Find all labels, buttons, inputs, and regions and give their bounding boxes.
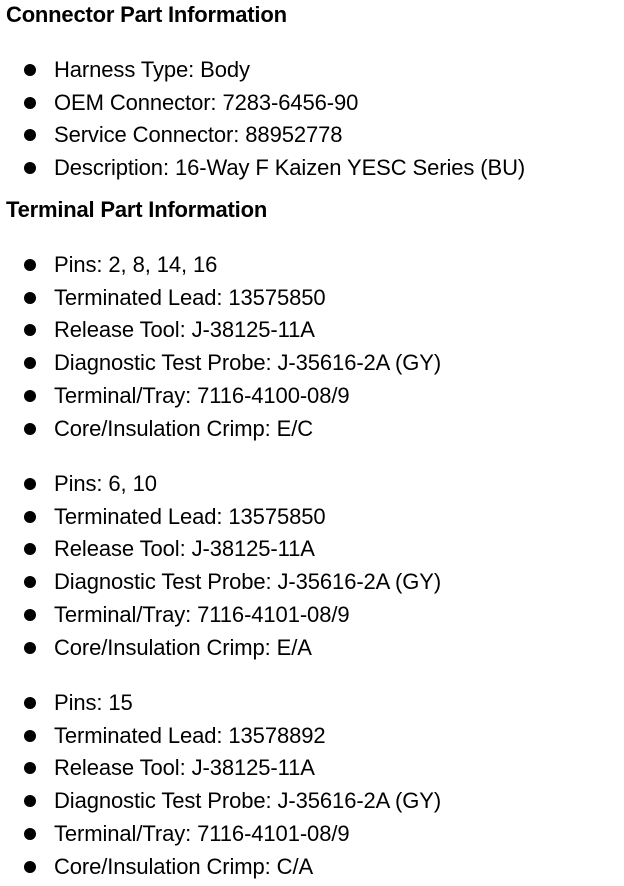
list-item-text: Service Connector: 88952778 [54, 122, 343, 147]
list-item [0, 819, 624, 849]
list-item [0, 381, 624, 411]
bullet-icon [24, 390, 36, 402]
bullet-icon [24, 97, 36, 109]
list-item-text: Terminal/Tray: 7116-4100-08/9 [54, 383, 350, 408]
list-item [0, 786, 624, 816]
list-item-text: Terminated Lead: 13575850 [54, 285, 326, 310]
bullet-icon [24, 357, 36, 369]
list-item [0, 120, 624, 150]
bullet-icon [24, 324, 36, 336]
list-item [0, 534, 624, 564]
list-item [0, 688, 624, 718]
bullet-icon [24, 162, 36, 174]
bullet-icon [24, 576, 36, 588]
terminal-part-heading: Terminal Part Information [6, 197, 268, 222]
bullet-icon [24, 511, 36, 523]
list-item-text: OEM Connector: 7283-6456-90 [54, 90, 359, 115]
bullet-icon [24, 762, 36, 774]
list-item-text: Terminal/Tray: 7116-4101-08/9 [54, 821, 350, 846]
bullet-icon [24, 697, 36, 709]
bullet-icon [24, 478, 36, 490]
list-item [0, 469, 624, 499]
list-item-text: Terminal/Tray: 7116-4101-08/9 [54, 602, 350, 627]
list-item [0, 315, 624, 345]
list-item [0, 600, 624, 630]
list-item [0, 567, 624, 597]
list-item-text: Release Tool: J-38125-11A [54, 317, 315, 342]
bullet-icon [24, 292, 36, 304]
list-item [0, 721, 624, 751]
bullet-icon [24, 795, 36, 807]
list-item-text: Core/Insulation Crimp: C/A [54, 854, 314, 879]
list-item-text: Pins: 15 [54, 690, 133, 715]
list-item-text: Terminated Lead: 13575850 [54, 504, 326, 529]
bullet-icon [24, 64, 36, 76]
list-item [0, 88, 624, 118]
list-item-text: Pins: 2, 8, 14, 16 [54, 252, 218, 277]
list-item-text: Release Tool: J-38125-11A [54, 536, 315, 561]
bullet-icon [24, 861, 36, 873]
list-item-text: Pins: 6, 10 [54, 471, 157, 496]
bullet-icon [24, 828, 36, 840]
list-item-text: Diagnostic Test Probe: J-35616-2A (GY) [54, 788, 442, 813]
bullet-icon [24, 259, 36, 271]
list-item-text: Terminated Lead: 13578892 [54, 723, 326, 748]
list-item [0, 414, 624, 444]
list-item [0, 250, 624, 280]
bullet-icon [24, 609, 36, 621]
list-item [0, 55, 624, 85]
list-item-text: Release Tool: J-38125-11A [54, 755, 315, 780]
bullet-icon [24, 642, 36, 654]
bullet-icon [24, 129, 36, 141]
list-item-text: Diagnostic Test Probe: J-35616-2A (GY) [54, 350, 442, 375]
list-item-text: Diagnostic Test Probe: J-35616-2A (GY) [54, 569, 442, 594]
list-item [0, 348, 624, 378]
list-item [0, 852, 624, 882]
list-item [0, 153, 624, 183]
list-item-text: Core/Insulation Crimp: E/C [54, 416, 314, 441]
bullet-icon [24, 730, 36, 742]
connector-part-heading: Connector Part Information [6, 2, 287, 27]
bullet-icon [24, 423, 36, 435]
list-item [0, 753, 624, 783]
list-item [0, 633, 624, 663]
list-item-text: Description: 16-Way F Kaizen YESC Series (BU) [54, 155, 526, 180]
list-item-text: Core/Insulation Crimp: E/A [54, 635, 312, 660]
list-item [0, 283, 624, 313]
list-item-text: Harness Type: Body [54, 57, 250, 82]
list-item [0, 502, 624, 532]
bullet-icon [24, 543, 36, 555]
